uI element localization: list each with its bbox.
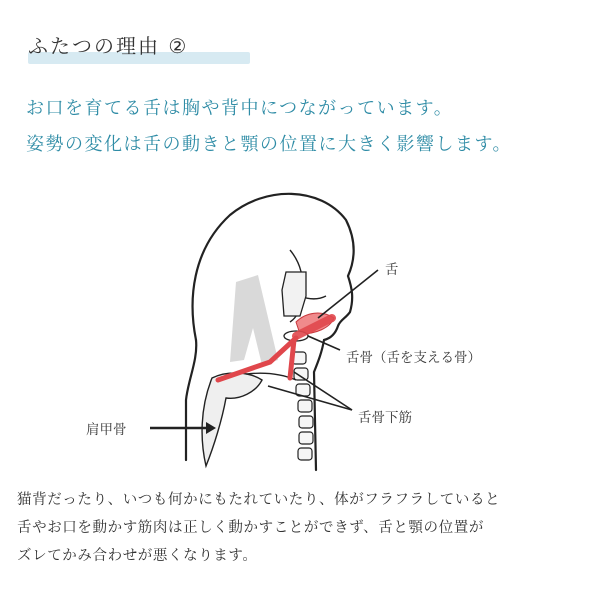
scapula — [202, 373, 262, 466]
body-line-2: 舌やお口を動かす筋肉は正しく動かすことができず、舌と顎の位置が — [17, 520, 484, 536]
pointer-hyoid — [308, 336, 340, 350]
label-hyoid: 舌骨（舌を支える骨） — [346, 350, 481, 366]
body-text — [17, 486, 587, 570]
body-line-3: ズレてかみ合わせが悪くなります。 — [17, 548, 258, 564]
label-tongue: 舌 — [385, 262, 399, 278]
shadow-shape — [230, 275, 278, 365]
heading-title: ふたつの理由 ② — [28, 34, 189, 58]
lead-line-1: お口を育てる舌は胸や背中につながっています。 — [26, 98, 454, 119]
section-heading — [28, 30, 188, 59]
body-line-1: 猫背だったり、いつも何かにもたれていたり、体がフラフラしていると — [17, 492, 501, 508]
label-scapula: 肩甲骨 — [86, 422, 127, 438]
anatomy-figure — [0, 180, 600, 480]
spine — [292, 352, 313, 460]
back-outline — [186, 340, 196, 460]
label-infrahyoid: 舌骨下筋 — [358, 410, 412, 426]
jaw-bone — [282, 272, 306, 316]
lead-line-2: 姿勢の変化は舌の動きと顎の位置に大きく影響します。 — [26, 134, 513, 155]
